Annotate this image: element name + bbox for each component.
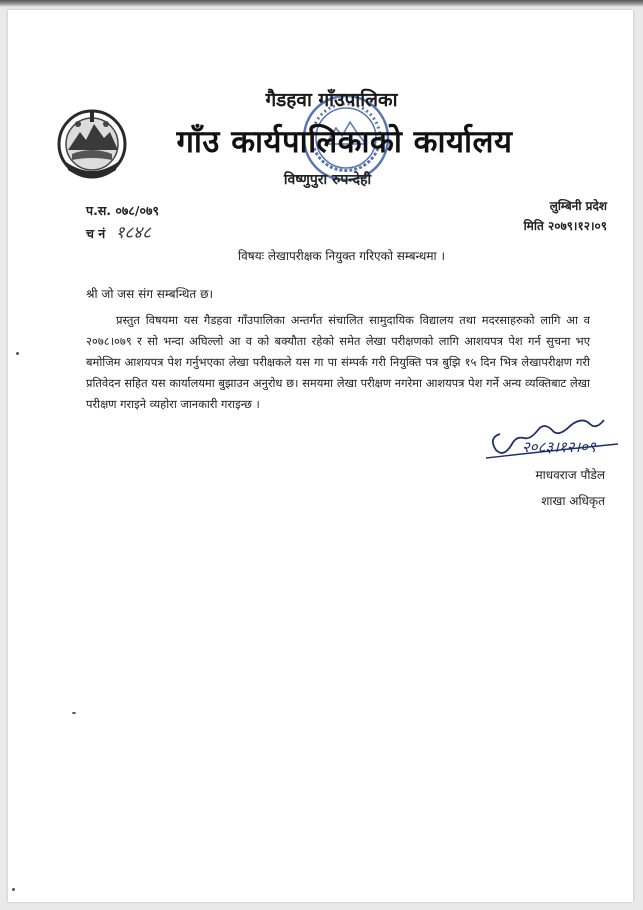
signature-icon (478, 408, 628, 470)
reference-block (86, 200, 159, 245)
scan-top-edge (0, 0, 643, 7)
scan-speck (16, 352, 19, 355)
scan-speck (12, 888, 15, 891)
letter-reference-number: प.स. ०७८/०७९ (86, 203, 159, 218)
salutation: श्री जो जस संग सम्बन्धित छ। (86, 287, 214, 301)
dispatch-number-row (86, 222, 159, 245)
scan-speck (72, 712, 76, 714)
province-name: लुम्बिनी प्रदेश (549, 199, 607, 213)
dispatch-number-handwritten: १८४८ (115, 223, 151, 243)
municipality-name: गैडहवा गाँउपालिका (265, 89, 398, 111)
signer-name: माधवराज पौडेल (535, 468, 605, 482)
dispatch-number-label: च नं (86, 226, 106, 241)
signer-block (535, 462, 605, 514)
handwritten-date: २०८३।१२।०९ (522, 438, 596, 456)
office-location: विष्णुपुरा रुपन्देही (283, 172, 372, 188)
right-meta-block (524, 196, 607, 236)
letter-body: प्रस्तुत विषयमा यस गैडहवा गाँउपालिका अन्तर्गत संचालित सामुदायिक विद्यालय तथा मदरसाहरुको लागि आ व २०७८।०७९ र सो भन्दा अघिल्लो आ व को बक्यौता रहेको समेत लेखा परीक्षणको लागि आशयपत्र पेश गर्न सुचना भए बमोजिम आशयपत्र पेश गर्नुभएका लेखा परीक्षकले यस गा पा संम्पर्क गरी नियुक्ति पत्र बुझि १५ दिन भित्र लेखापरीक्षण गरी प्रतिवेदन सहित यस कार्यालयमा बुझाउन अनुरोध छ। समयमा लेखा परीक्षण नगरेमा आशयपत्र पेश गर्ने अन्य व्यक्तिबाट लेखा परीक्षण गराइने व्यहोरा जानकारी गराइन्छ । (86, 313, 590, 411)
letter-subject: विषयः लेखापरीक्षक नियुक्त गरिएको सम्बन्धमा । (237, 249, 446, 263)
office-name: गाँउ कार्यपालिकाको कार्यालय (176, 124, 513, 160)
letter-date: मिति २०७९।१२।०९ (523, 219, 607, 233)
signer-title: शाखा अधिकृत (541, 494, 605, 508)
